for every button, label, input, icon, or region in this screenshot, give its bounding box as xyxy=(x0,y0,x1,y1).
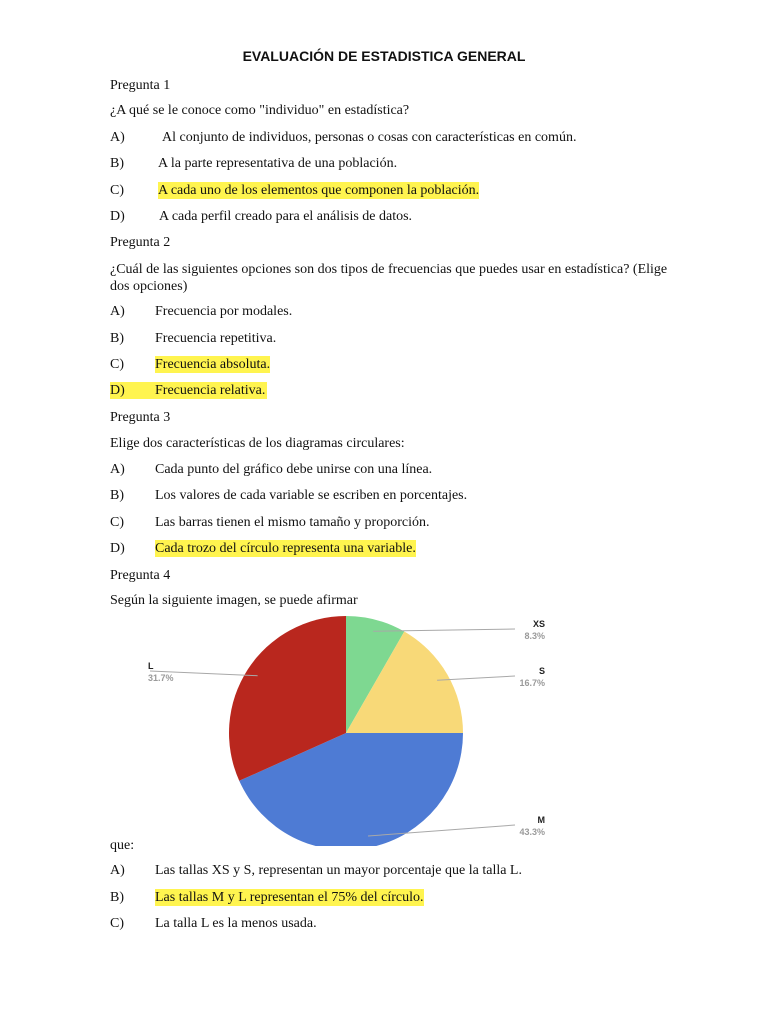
q4-question: Según la siguiente imagen, se puede afirmar xyxy=(110,593,358,608)
q3-option-d xyxy=(110,540,416,557)
option-letter: A) xyxy=(110,304,125,319)
page-title: EVALUACIÓN DE ESTADISTICA GENERAL xyxy=(242,48,526,64)
option-text: Cada punto del gráfico debe unirse con una línea. xyxy=(155,462,433,477)
q1-option-b xyxy=(110,155,398,172)
slice-label-m: M xyxy=(537,815,545,825)
option-text: Al conjunto de individuos, personas o cosas con características en común. xyxy=(162,130,577,145)
option-text: A cada perfil creado para el análisis de datos. xyxy=(159,209,413,224)
q1-heading: Pregunta 1 xyxy=(110,78,171,93)
q3-heading: Pregunta 3 xyxy=(110,410,171,425)
q4-option-c xyxy=(110,915,317,932)
option-letter: C) xyxy=(110,183,124,198)
q3-option-c xyxy=(110,514,430,531)
q1-option-c xyxy=(110,182,480,199)
option-letter: C) xyxy=(110,916,124,931)
slice-value-l: 31.7% xyxy=(148,673,174,683)
option-text: Las barras tienen el mismo tamaño y proporción. xyxy=(155,515,430,530)
q3-option-a xyxy=(110,461,433,478)
pie-chart xyxy=(140,614,560,846)
slice-value-xs: 8.3% xyxy=(524,631,545,641)
option-letter: C) xyxy=(110,515,124,530)
q2-option-c xyxy=(110,356,271,373)
q1-option-d xyxy=(110,208,413,225)
option-text-highlighted: Frecuencia relativa. xyxy=(155,383,266,398)
pie-slices xyxy=(229,616,463,846)
option-text: La talla L es la menos usada. xyxy=(155,916,317,931)
option-letter: B) xyxy=(110,488,124,503)
option-text-highlighted: Frecuencia absoluta. xyxy=(155,357,271,372)
option-text-highlighted: Las tallas M y L representan el 75% del círculo. xyxy=(155,890,424,905)
slice-label-l: L xyxy=(148,661,154,671)
q4-question-continued: que: xyxy=(110,838,135,853)
option-letter: A) xyxy=(110,462,125,477)
option-letter: B) xyxy=(110,890,124,905)
q3-option-b xyxy=(110,487,468,504)
slice-label-s: S xyxy=(538,666,545,676)
option-letter: D) xyxy=(110,383,125,398)
option-letter: B) xyxy=(110,331,124,346)
option-letter: B) xyxy=(110,156,124,171)
q2-option-a xyxy=(110,303,293,320)
slice-value-s: 16.7% xyxy=(519,678,545,688)
q2-question: ¿Cuál de las siguientes opciones son dos tipos de frecuencias que puedes usar en estadística? (Elige dos opciones) xyxy=(110,262,668,294)
q2-option-b xyxy=(110,330,277,347)
option-letter: A) xyxy=(110,130,125,145)
option-letter: A) xyxy=(110,863,125,878)
option-letter: D) xyxy=(110,541,125,556)
option-text: Frecuencia por modales. xyxy=(155,304,293,319)
slice-label-xs: XS xyxy=(532,619,545,629)
q4-option-a xyxy=(110,862,522,879)
slice-value-m: 43.3% xyxy=(519,827,545,837)
q4-heading: Pregunta 4 xyxy=(110,568,171,583)
option-text: A la parte representativa de una población. xyxy=(158,156,398,171)
option-text-highlighted: Cada trozo del círculo representa una variable. xyxy=(155,541,416,556)
q2-option-d xyxy=(110,382,266,399)
q1-question: ¿A qué se le conoce como "individuo" en estadística? xyxy=(110,103,410,118)
option-text: Frecuencia repetitiva. xyxy=(155,331,277,346)
option-text-highlighted: A cada uno de los elementos que componen la población. xyxy=(158,183,480,198)
option-text: Las tallas XS y S, representan un mayor porcentaje que la talla L. xyxy=(155,863,522,878)
q2-heading: Pregunta 2 xyxy=(110,235,171,250)
option-text: Los valores de cada variable se escriben en porcentajes. xyxy=(155,488,468,503)
option-letter: C) xyxy=(110,357,124,372)
option-letter: D) xyxy=(110,209,125,224)
q1-option-a xyxy=(110,129,577,146)
q4-option-b xyxy=(110,889,424,906)
q3-question: Elige dos características de los diagramas circulares: xyxy=(110,436,405,451)
